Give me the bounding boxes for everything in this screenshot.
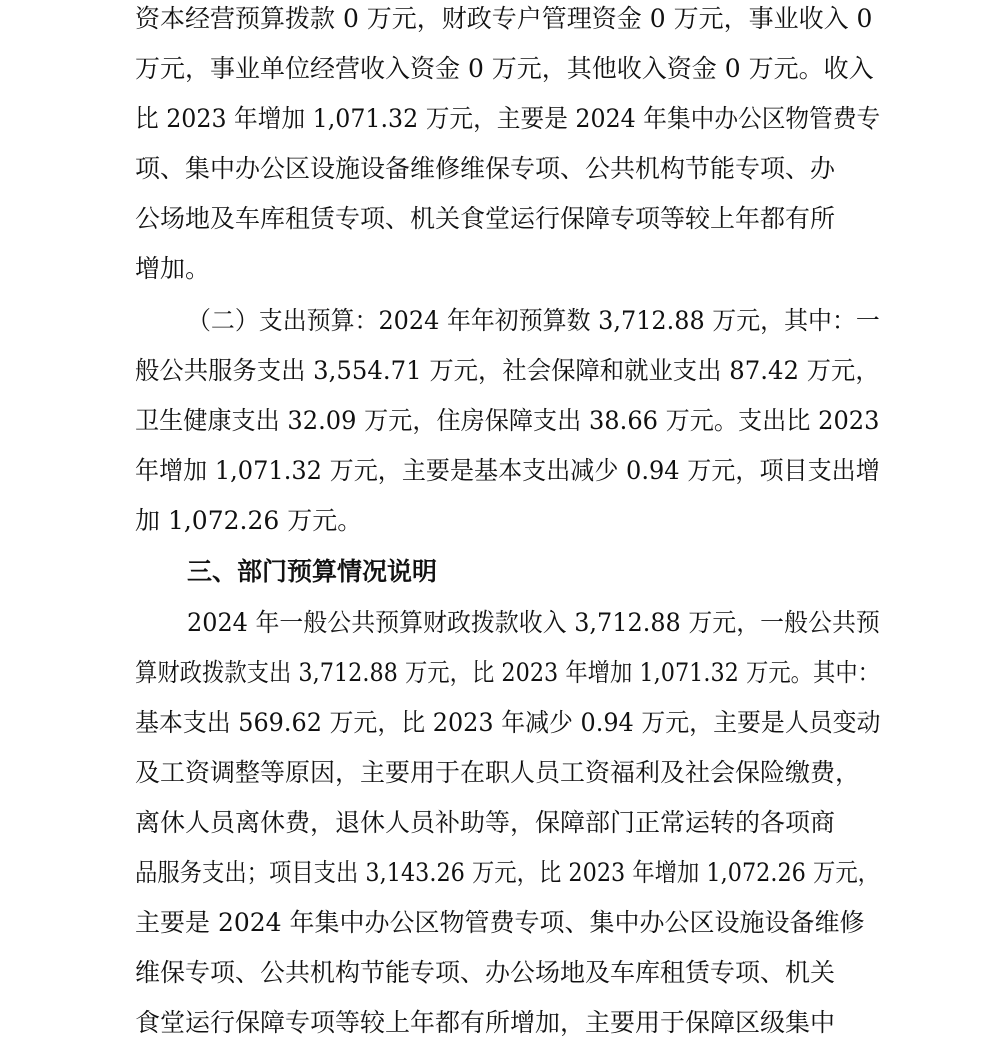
text-line: 主要是 2024 年集中办公区物管费专项、集中办公区设施设备维修 <box>135 908 865 937</box>
text-line: 基本支出 569.62 万元，比 2023 年减少 0.94 万元，主要是人员变动 <box>135 708 881 737</box>
section-paragraph-start: （二）支出预算：2024 年年初预算数 3,712.88 万元，其中：一 <box>187 306 880 335</box>
text-line: 加 1,072.26 万元。 <box>135 506 363 535</box>
text-line: 比 2023 年增加 1,071.32 万元，主要是 2024 年集中办公区物管费专 <box>135 104 881 133</box>
text-line: 公场地及车库租赁专项、机关食堂运行保障专项等较上年都有所 <box>135 204 836 233</box>
text-line: 万元，事业单位经营收入资金 0 万元，其他收入资金 0 万元。收入 <box>135 54 874 83</box>
text-line: 般公共服务支出 3,554.71 万元，社会保障和就业支出 87.42 万元， <box>135 356 880 385</box>
section-heading: 三、部门预算情况说明 <box>187 557 438 586</box>
text-line: 食堂运行保障专项等较上年都有所增加，主要用于保障区级集中 <box>135 1008 836 1037</box>
text-line: 离休人员离休费，退休人员补助等，保障部门正常运转的各项商 <box>135 808 836 837</box>
text-line: 维保专项、公共机构节能专项、办公场地及车库租赁专项、机关 <box>135 958 836 987</box>
text-line: 资本经营预算拨款 0 万元，财政专户管理资金 0 万元，事业收入 0 <box>135 4 873 33</box>
text-line: 及工资调整等原因，主要用于在职人员工资福利及社会保险缴费， <box>135 758 861 787</box>
section-paragraph-start: 2024 年一般公共预算财政拨款收入 3,712.88 万元，一般公共预 <box>187 608 880 637</box>
text-line: 算财政拨款支出 3,712.88 万元，比 2023 年增加 1,071.32 万元。其中： <box>135 658 880 687</box>
text-line: 年增加 1,071.32 万元，主要是基本支出减少 0.94 万元，项目支出增 <box>135 456 880 485</box>
text-line: 项、集中办公区设施设备维修维保专项、公共机构节能专项、办 <box>135 154 836 183</box>
text-line: 卫生健康支出 32.09 万元，住房保障支出 38.66 万元。支出比 2023 <box>135 406 880 435</box>
text-line: 增加。 <box>135 254 211 283</box>
text-line: 品服务支出；项目支出 3,143.26 万元，比 2023 年增加 1,072.26 万元， <box>135 858 880 887</box>
